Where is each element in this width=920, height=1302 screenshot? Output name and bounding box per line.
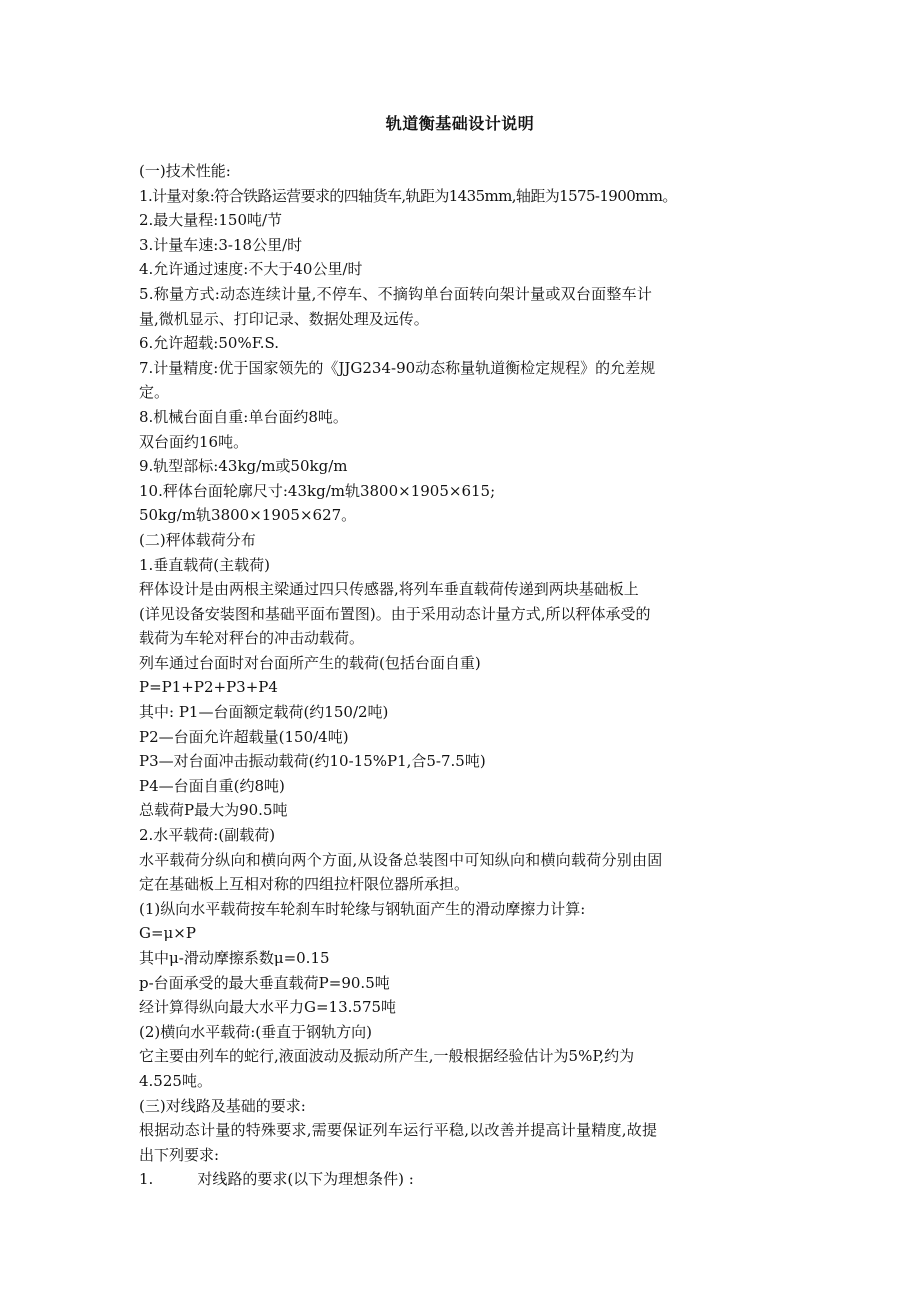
text-line: 1.计量对象:符合铁路运营要求的四轴货车,轨距为1435mm,轴距为1575-1900mm。 [139,186,677,205]
numbered-item [139,1167,799,1192]
text-line: 经计算得纵向最大水平力G=13.575吨 [139,998,397,1017]
text-line: 8.机械台面自重:单台面约8吨。 [139,407,348,426]
text-line: 载荷为车轮对秤台的冲击动载荷。 [139,629,365,648]
text-line: 5.称量方式:动态连续计量,不停车、不摘钩单台面转向架计量或双台面整车计 [139,284,653,303]
text-line: 9.轨型部标:43kg/m或50kg/m [139,457,348,476]
text-line: 6.允许超载:50%F.S. [139,334,280,353]
text-line: 50kg/m轨3800×1905×627。 [139,506,357,525]
text-line: (详见设备安装图和基础平面布置图)。由于采用动态计量方式,所以秤体承受的 [139,604,651,623]
document-title: 轨道衡基础设计说明 [385,114,535,133]
text-line: 3.计量车速:3-18公里/时 [139,235,303,254]
item-number: 1. [139,1170,154,1189]
document-body [139,159,799,1192]
text-line: P4—台面自重(约8吨) [139,776,285,795]
formula-line: P=P1+P2+P3+P4 [139,678,278,697]
text-line: 出下列要求: [139,1145,220,1164]
text-line: 水平载荷分纵向和横向两个方面,从设备总装图中可知纵向和横向载荷分别由固 [139,850,663,869]
text-line: 2.最大量程:150吨/节 [139,211,283,230]
text-line: 10.秤体台面轮廓尺寸:43kg/m轨3800×1905×615; [139,481,496,500]
text-line: 定。 [139,383,170,402]
text-line: p-台面承受的最大垂直载荷P=90.5吨 [139,973,390,992]
text-line: 4.允许通过速度:不大于40公里/时 [139,260,363,279]
text-line: 总载荷P最大为90.5吨 [139,801,288,820]
text-line: 它主要由列车的蛇行,液面波动及振动所产生,一般根据经验估计为5%P,约为 [139,1047,635,1066]
text-line: 7.计量精度:优于国家领先的《JJG234-90动态称量轨道衡检定规程》的允差规 [139,358,656,377]
text-line: 量,微机显示、打印记录、数据处理及远传。 [139,309,429,328]
formula-line: G=μ×P [139,924,196,943]
text-line: 其中μ-滑动摩擦系数μ=0.15 [139,949,330,967]
text-line: (1)纵向水平载荷按车轮刹车时轮缘与钢轨面产生的滑动摩擦力计算: [139,899,586,918]
text-line: (一)技术性能: [139,162,231,180]
section-heading: (二)秤体载荷分布 [139,530,256,549]
text-line: P3—对台面冲击振动载荷(约10-15%P1,合5-7.5吨) [139,752,486,771]
text-line: 根据动态计量的特殊要求,需要保证列车运行平稳,以改善并提高计量精度,故提 [139,1121,658,1140]
text-line: 定在基础板上互相对称的四组拉杆限位器所承担。 [139,875,470,894]
text-line: 2.水平载荷:(副载荷) [139,826,276,845]
item-text: 对线路的要求(以下为理想条件) : [197,1170,414,1189]
text-line: (2)横向水平载荷:(垂直于钢轨方向) [139,1022,373,1041]
text-line: 其中: P1—台面额定载荷(约150/2吨) [139,703,389,722]
text-line: 4.525吨。 [139,1071,212,1090]
text-line: 列车通过台面时对台面所产生的载荷(包括台面自重) [139,653,481,672]
text-line: 1.垂直载荷(主载荷) [139,555,271,574]
text-line: P2—台面允许超载量(150/4吨) [139,727,349,746]
section-heading: (三)对线路及基础的要求: [139,1096,306,1115]
text-line: 秤体设计是由两根主梁通过四只传感器,将列车垂直载荷传递到两块基础板上 [139,580,639,599]
text-line: 双台面约16吨。 [139,432,249,451]
